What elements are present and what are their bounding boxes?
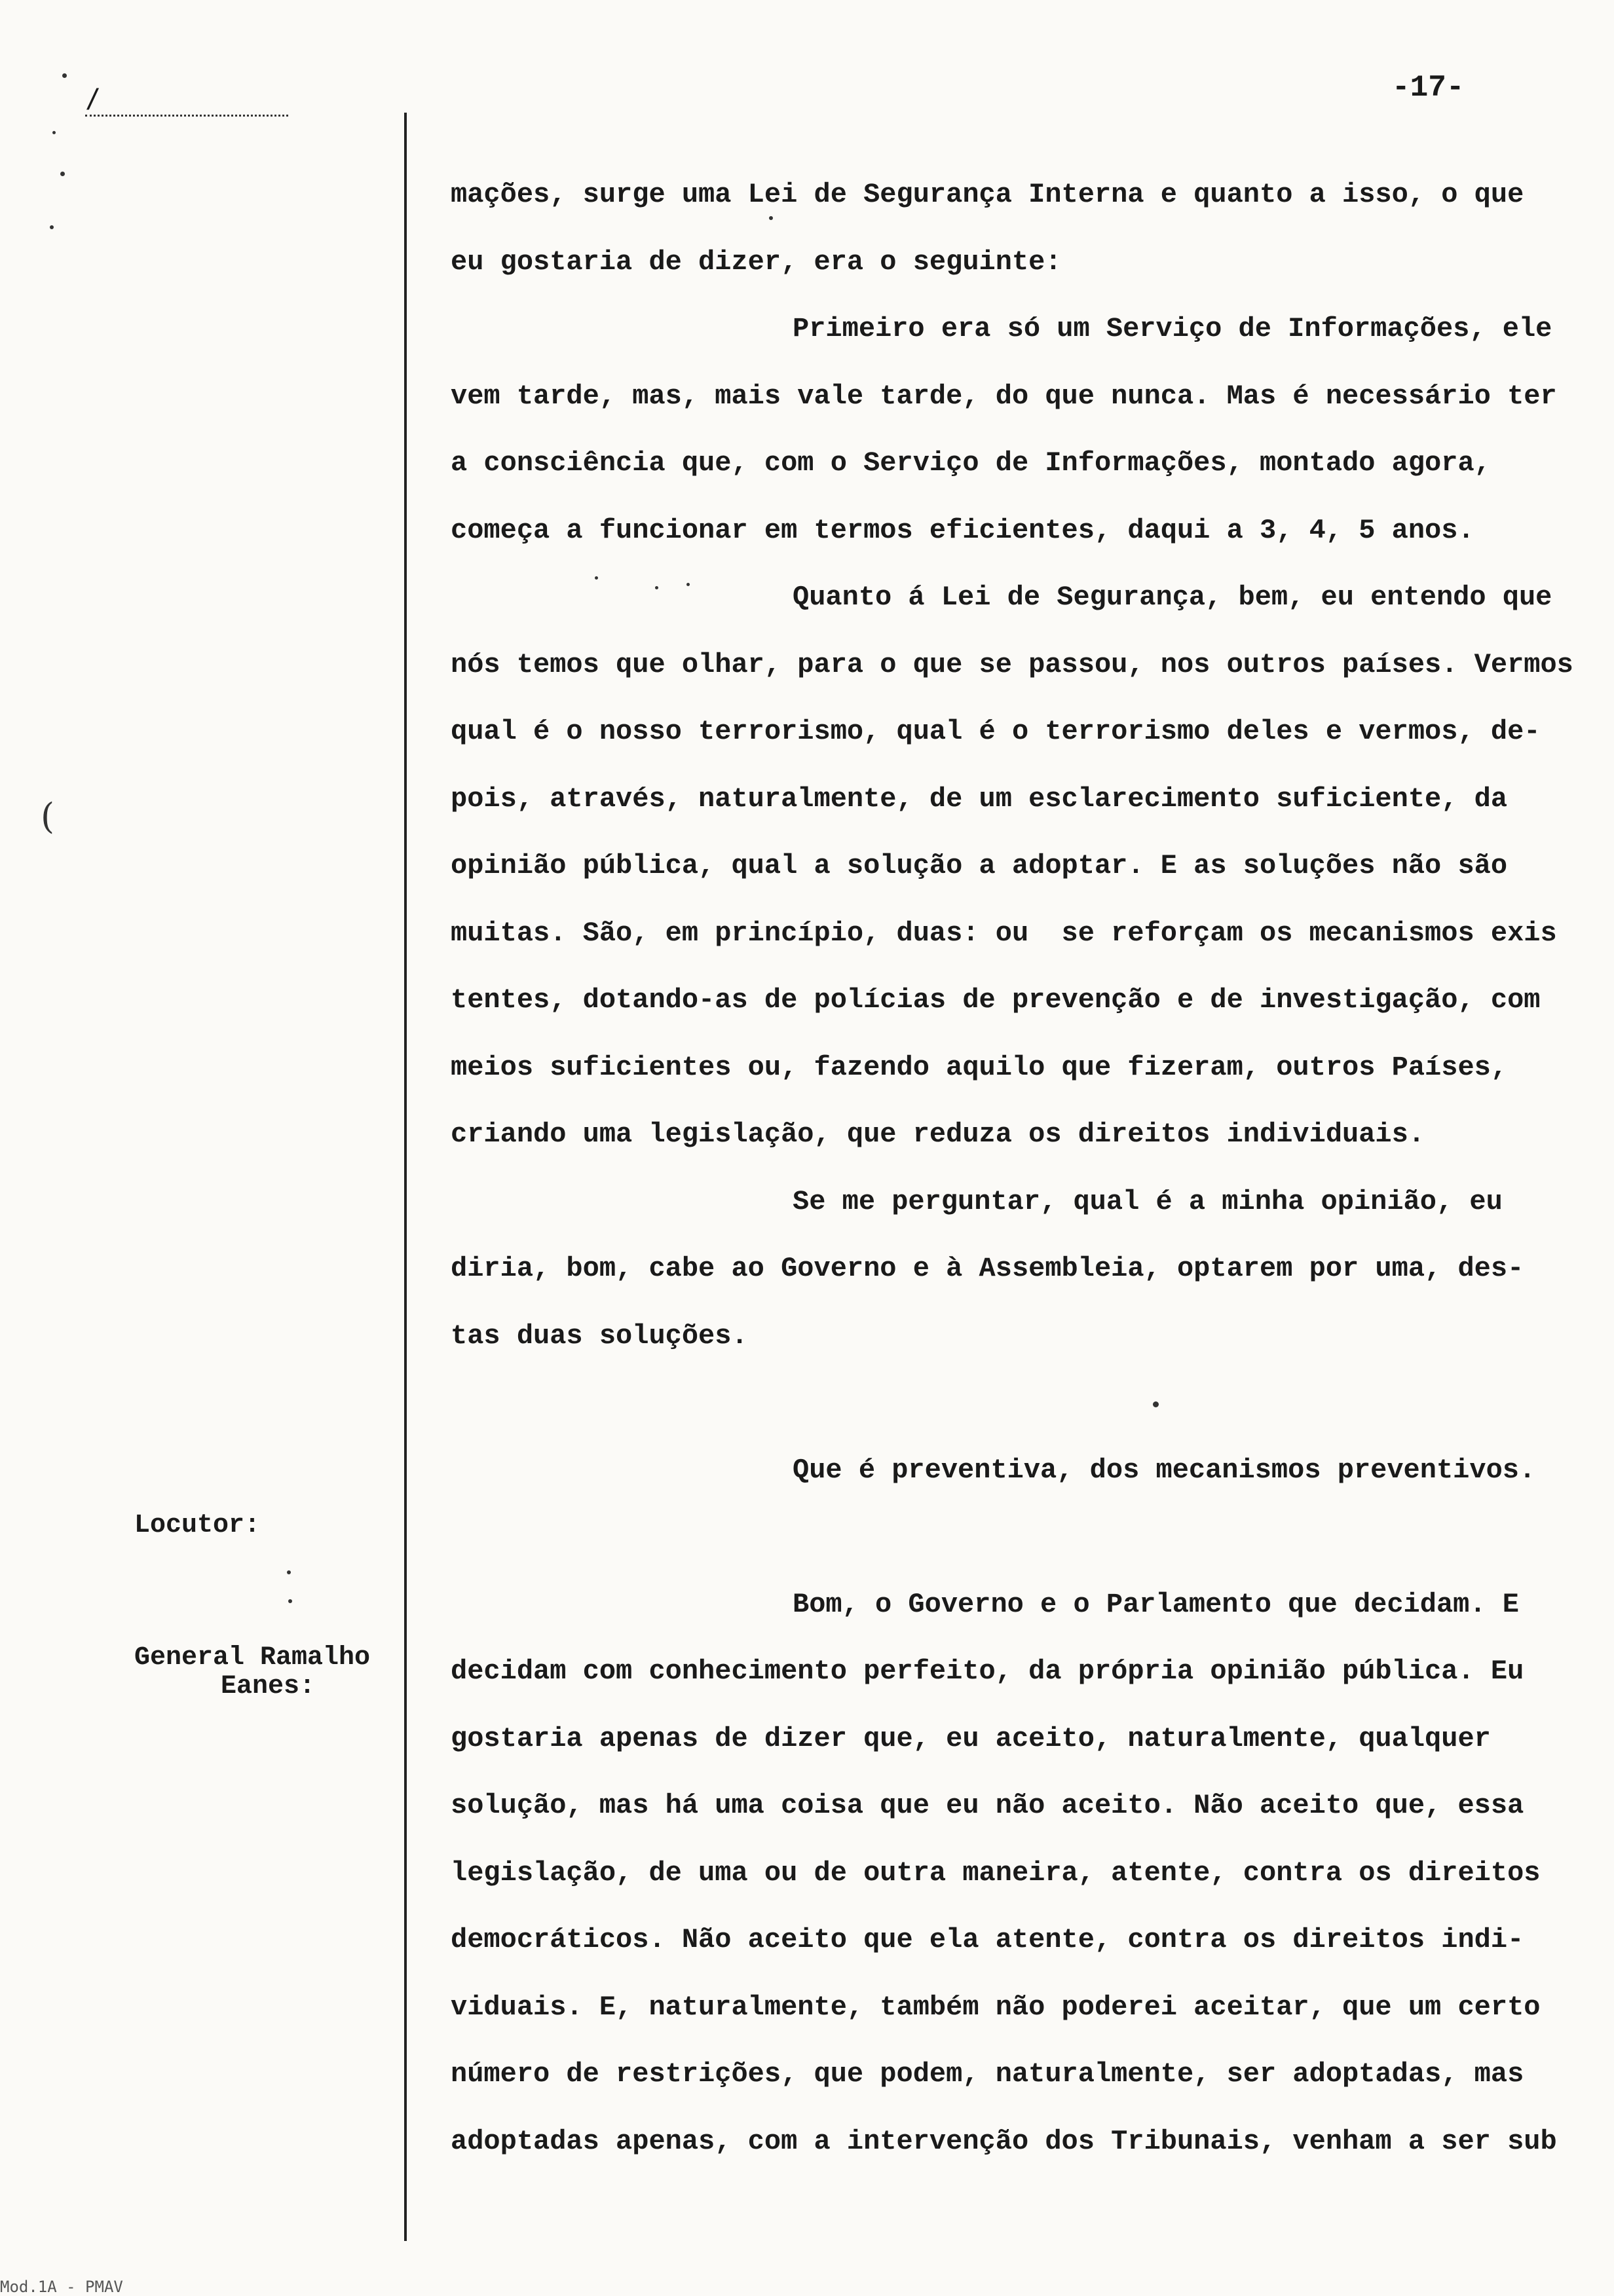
text-line: viduais. E, naturalmente, também não poderei aceitar, que um certo: [451, 1991, 1541, 2023]
text-line: número de restrições, que podem, naturalmente, ser adoptadas, mas: [451, 2058, 1524, 2090]
text-line: criando uma legislação, que reduza os direitos individuais.: [451, 1119, 1425, 1150]
text-line: pois, através, naturalmente, de um esclarecimento suficiente, da: [451, 783, 1508, 815]
text-line: tas duas soluções.: [451, 1320, 748, 1352]
text-line: qual é o nosso terrorismo, qual é o terrorismo deles e vermos, de-: [451, 716, 1541, 747]
speaker-general: General Ramalho Eanes:: [134, 1643, 371, 1701]
footer-form-code: Mod.1A - PMAV: [0, 2278, 123, 2296]
stray-dot: [62, 73, 67, 78]
text-line: mações, surge uma Lei de Segurança Interna e quanto a isso, o que: [451, 179, 1524, 210]
locutor-line: Que é preventiva, dos mecanismos preventivos.: [793, 1454, 1536, 1486]
body-part2: [451, 1571, 1590, 2176]
text-line: opinião pública, qual a solução a adoptar. E as soluções não são: [451, 850, 1508, 881]
text-line: decidam com conhecimento perfeito, da própria opinião pública. Eu: [451, 1656, 1524, 1687]
text-line: tentes, dotando-as de polícias de prevenção e de investigação, com: [451, 984, 1541, 1016]
page-number: -17-: [1392, 71, 1465, 105]
text-line: muitas. São, em princípio, duas: ou se reforçam os mecanismos exis: [451, 917, 1557, 949]
text-line: solução, mas há uma coisa que eu não aceito. Não aceito que, essa: [451, 1790, 1524, 1821]
stray-dot: [52, 131, 56, 134]
text-line: democráticos. Não aceito que ela atente, contra os direitos indi-: [451, 1924, 1524, 1955]
text-line: a consciência que, com o Serviço de Informações, montado agora,: [451, 447, 1491, 479]
margin-slash-mark: /: [85, 84, 102, 114]
stray-dot: [287, 1570, 291, 1574]
text-line: eu gostaria de dizer, era o seguinte:: [451, 246, 1062, 278]
text-line: nós temos que olhar, para o que se passou, nos outros países. Vermos: [451, 648, 1573, 680]
speaker-locutor: Locutor:: [134, 1511, 261, 1540]
text-line: Bom, o Governo e o Parlamento que decidam. E: [793, 1588, 1519, 1620]
body-part1: [451, 161, 1590, 1369]
text-line: Se me perguntar, qual é a minha opinião, eu: [793, 1185, 1503, 1217]
stray-dot: [60, 172, 65, 176]
text-line: diria, bom, cabe ao Governo e à Assembleia, optarem por uma, des-: [451, 1253, 1524, 1284]
spacer: [451, 1369, 1590, 1437]
text-line: Primeiro era só um Serviço de Informações, ele: [793, 313, 1552, 344]
dotted-rule: [85, 115, 288, 117]
text-line: vem tarde, mas, mais vale tarde, do que nunca. Mas é necessário ter: [451, 380, 1557, 412]
text-line: meios suficientes ou, fazendo aquilo que fizeram, outros Países,: [451, 1051, 1508, 1083]
stray-dot: [288, 1599, 292, 1603]
text-line: Quanto á Lei de Segurança, bem, eu entendo que: [793, 582, 1552, 613]
text-line: legislação, de uma ou de outra maneira, atente, contra os direitos: [451, 1857, 1541, 1889]
spacer: [451, 1504, 1590, 1571]
text-line: adoptadas apenas, com a intervenção dos Tribunais, venham a ser sub: [451, 2125, 1557, 2157]
paren-mark: (: [41, 796, 55, 837]
body-text: [451, 161, 1590, 2175]
text-line: começa a funcionar em termos eficientes, daqui a 3, 4, 5 anos.: [451, 514, 1474, 546]
text-line: gostaria apenas de dizer que, eu aceito, naturalmente, qualquer: [451, 1722, 1491, 1754]
margin-rule: [404, 113, 407, 2241]
stray-dot: [50, 225, 54, 229]
